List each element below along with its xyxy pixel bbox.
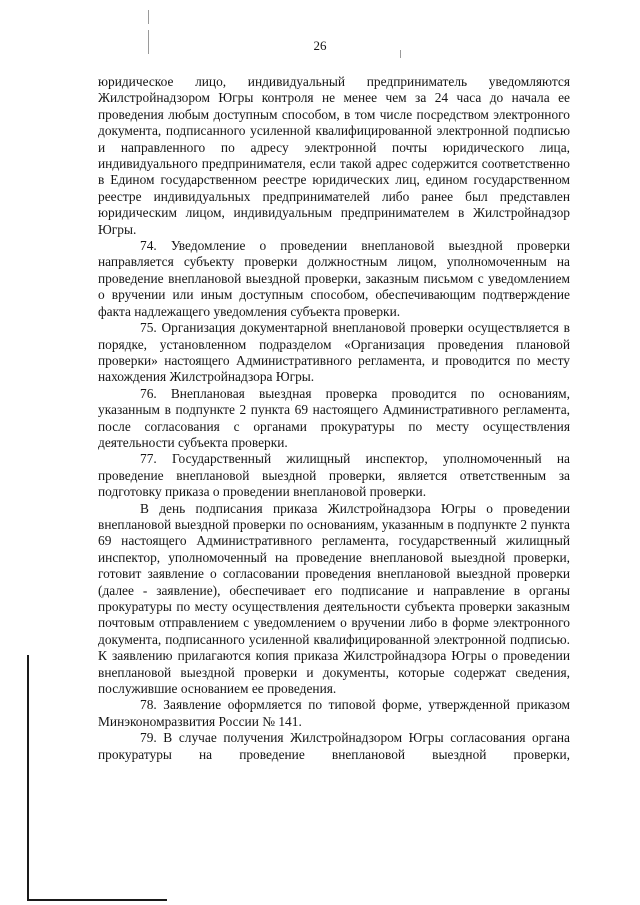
document-body (98, 74, 570, 763)
paragraph-76: 76. Внеплановая выездная проверка проводится по основаниям, указанным в подпункте 2 пункта 69 настоящего Административного регламента, после согласования с органами прокуратуры по месту осуществления деятельности субъекта проверки. (98, 385, 570, 450)
scan-edge-mark (27, 899, 167, 901)
paragraph-continuation: юридическое лицо, индивидуальный предприниматель уведомляются Жилстройнадзором Югры контроля не менее чем за 24 часа до начала ее проведения любым доступным способом, в том числе посредством электронного документа, подписанного усиленной квалифицированной электронной подписью и направленного по адресу электронной почты юридического лица, индивидуального предпринимателя, если такой адрес содержится соответственно в Едином государственном реестре юридических лиц, едином государственном реестре индивидуальных предпринимателей либо ранее был представлен юридическим лицом, индивидуальным предпринимателем в Жилстройнадзор Югры. (98, 74, 570, 237)
paragraph-77-continued: В день подписания приказа Жилстройнадзора Югры о проведении внеплановой выездной проверки по основаниям, указанным в подпункте 2 пункта 69 настоящего Административного регламента, государственный жилищный инспектор, уполномоченный на проведение внеплановой выездной проверки, готовит заявление о согласовании проведения внеплановой выездной проверки (далее - заявление), обеспечивает его подписание и направление в органы прокуратуры по месту осуществления деятельности субъекта проверки заказным почтовым отправлением с уведомлением о вручении либо в форме электронного документа, подписанного усиленной квалифицированной электронной подписью. К заявлению прилагаются копия приказа Жилстройнадзора Югры о проведении внеплановой выездной проверки и документы, которые содержат сведения, послужившие основанием ее проведения. (98, 500, 570, 697)
paragraph-78: 78. Заявление оформляется по типовой форме, утвержденной приказом Минэкономразвития России № 141. (98, 697, 570, 729)
scan-edge-mark (27, 655, 29, 901)
paragraph-75: 75. Организация документарной внеплановой проверки осуществляется в порядке, установленном подразделом «Организация проведения плановой проверки» настоящего Административного регламента, и проводится по месту нахождения Жилстройнадзора Югры. (98, 320, 570, 385)
scan-artifact (148, 10, 149, 24)
page-number: 26 (313, 38, 327, 53)
paragraph-79: 79. В случае получения Жилстройнадзором Югры согласования органа прокуратуры на проведение внеплановой выездной проверки, (98, 730, 570, 762)
paragraph-77: 77. Государственный жилищный инспектор, уполномоченный на проведение внеплановой выездной проверки, является ответственным за подготовку приказа о проведении внеплановой проверки. (98, 451, 570, 500)
paragraph-74: 74. Уведомление о проведении внеплановой выездной проверки направляется субъекту проверки должностным лицом, уполномоченным на проведение внеплановой выездной проверки, заказным письмом с уведомлением о вручении или иным доступным способом, обеспечивающим подтверждение факта надлежащего уведомления субъекта проверки. (98, 238, 570, 319)
